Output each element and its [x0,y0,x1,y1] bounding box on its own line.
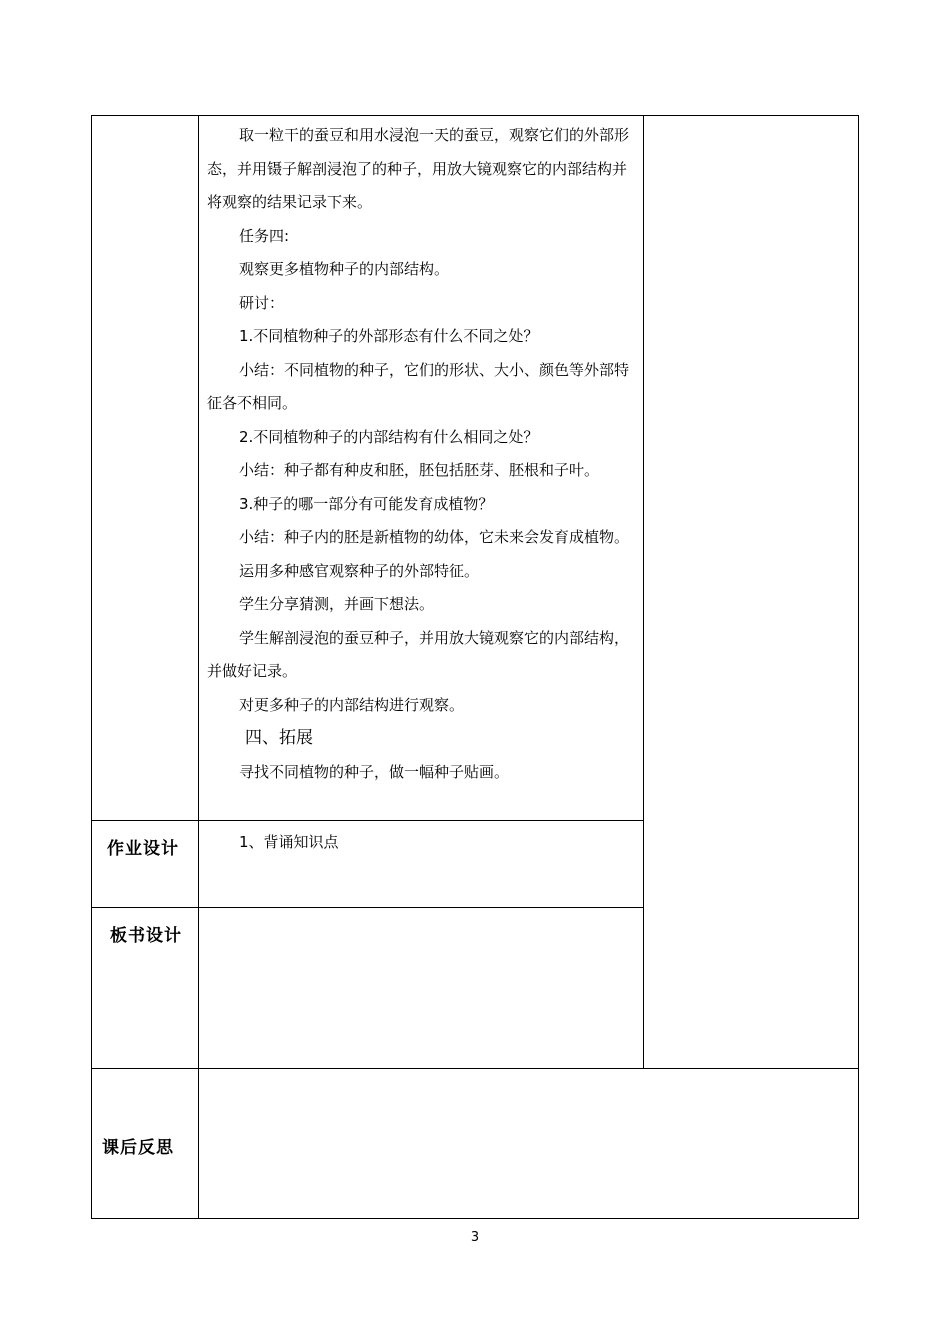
table-bottom-border [91,1218,859,1219]
paragraph: 2.不同植物种子的内部结构有什么相同之处？ [239,427,539,446]
notes-column-divider [643,115,644,1069]
table-right-border [858,115,859,1219]
homework-label: 作业设计 [107,839,179,859]
paragraph: 小结：种子都有种皮和胚，胚包括胚芽、胚根和子叶。 [239,461,600,479]
page-number: 3 [470,1230,480,1245]
lesson-content [207,119,635,789]
reflection-label: 课后反思 [102,1138,174,1158]
paragraph: 小结：不同植物的种子，它们的形状、大小、颜色等外部特征各不相同。 [207,360,630,412]
paragraph: 对更多种子的内部结构进行观察。 [239,695,465,714]
paragraph: 观察更多植物种子的内部结构。 [239,260,450,278]
homework-content: 1、背诵知识点 [239,833,339,851]
paragraph: 取一粒干的蚕豆和用水浸泡一天的蚕豆，观察它们的外部形态，并用镊子解剖浸泡了的种子，用放大镜观察它的内部结构并将观察的结果记录下来。 [207,126,630,211]
paragraph: 研讨： [239,293,285,312]
table-top-border [91,115,859,116]
paragraph: 运用多种感官观察种子的外部特征。 [239,561,480,580]
label-column-divider [198,115,199,1219]
paragraph: 1.不同植物种子的外部形态有什么不同之处？ [239,327,539,345]
reflection-row-top-border [91,1068,859,1069]
paragraph: 学生解剖浸泡的蚕豆种子，并用放大镜观察它的内部结构，并做好记录。 [207,628,630,680]
paragraph: 任务四: [239,226,290,245]
section-four-text: 寻找不同植物的种子，做一幅种子贴画。 [239,762,510,781]
section-four-heading: 四、拓展 [245,728,313,748]
board-label: 板书设计 [110,926,182,946]
table-left-border [91,115,92,1219]
homework-row-top-border [91,820,643,821]
paragraph: 学生分享猜测，并画下想法。 [239,595,435,613]
paragraph: 小结：种子内的胚是新植物的幼体，它未来会发育成植物。 [239,528,630,546]
board-row-top-border [91,907,643,908]
paragraph: 3.种子的哪一部分有可能发育成植物？ [239,494,494,513]
